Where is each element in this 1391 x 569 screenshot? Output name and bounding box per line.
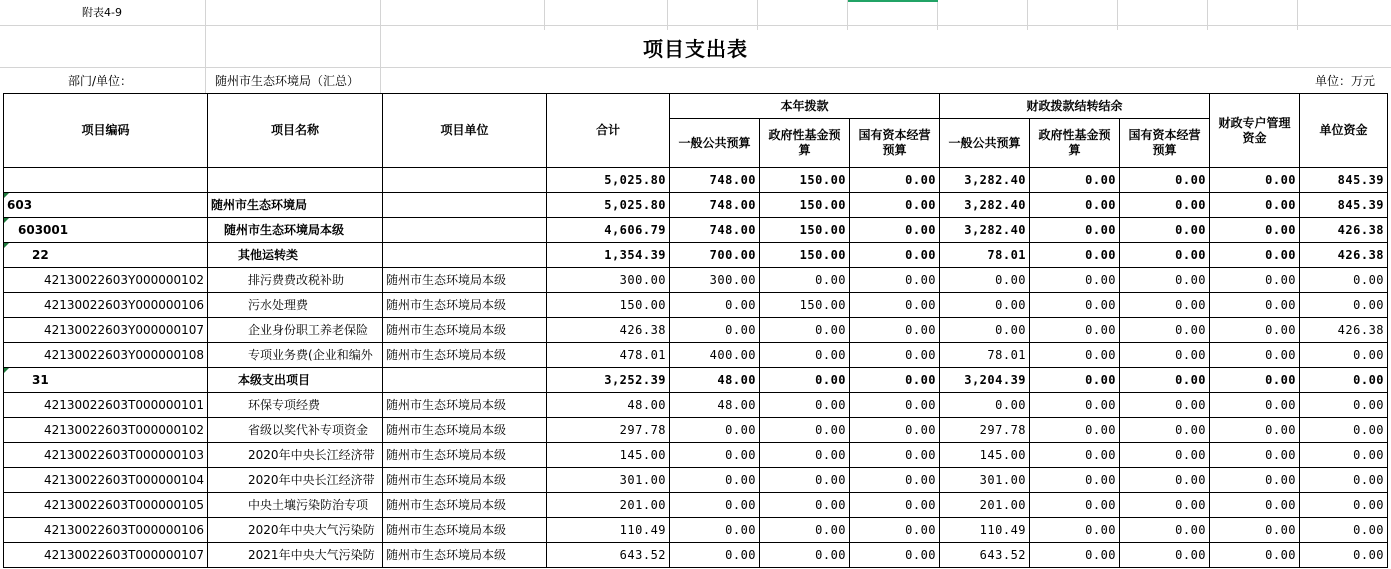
- cell-value[interactable]: 0.00: [1210, 268, 1300, 293]
- expenditure-table: [3, 93, 1388, 568]
- cell-value[interactable]: 150.00: [760, 243, 850, 268]
- cell-value[interactable]: 0.00: [1120, 193, 1210, 218]
- cell-value[interactable]: 0.00: [1210, 368, 1300, 393]
- cell-value[interactable]: 5,025.80: [547, 168, 670, 193]
- cell-value[interactable]: 145.00: [940, 443, 1030, 468]
- cell-value[interactable]: 150.00: [760, 193, 850, 218]
- cell-unit[interactable]: 随州市生态环境局本级: [383, 393, 547, 418]
- cell-value[interactable]: 297.78: [547, 418, 670, 443]
- cell-value[interactable]: 301.00: [940, 468, 1030, 493]
- cell-value[interactable]: 845.39: [1300, 168, 1388, 193]
- cell-value[interactable]: 0.00: [760, 418, 850, 443]
- cell-value[interactable]: 0.00: [850, 243, 940, 268]
- cell-code[interactable]: [4, 168, 208, 193]
- cell-unit[interactable]: 随州市生态环境局本级: [383, 493, 547, 518]
- cell-value[interactable]: 0.00: [1030, 343, 1120, 368]
- cell-value[interactable]: 0.00: [1030, 268, 1120, 293]
- cell-value[interactable]: 1,354.39: [547, 243, 670, 268]
- cell-value[interactable]: 0.00: [1030, 218, 1120, 243]
- header-carryover[interactable]: 财政拨款结转结余: [940, 94, 1210, 119]
- cell-value[interactable]: 0.00: [1210, 293, 1300, 318]
- cell-name[interactable]: 随州市生态环境局本级: [208, 218, 383, 243]
- cell-value[interactable]: 0.00: [850, 443, 940, 468]
- table-row: [4, 543, 1388, 568]
- cell-value[interactable]: 0.00: [670, 468, 760, 493]
- cell-name[interactable]: 企业身份职工养老保险: [208, 318, 383, 343]
- table-row: [4, 268, 1388, 293]
- cell-value[interactable]: 297.78: [940, 418, 1030, 443]
- cell-code[interactable]: 42130022603Y000000102: [4, 268, 208, 293]
- cell-value[interactable]: 48.00: [670, 393, 760, 418]
- cell-value[interactable]: 700.00: [670, 243, 760, 268]
- table-row: [4, 393, 1388, 418]
- cell-value[interactable]: 0.00: [1120, 268, 1210, 293]
- cell-value[interactable]: 0.00: [1030, 293, 1120, 318]
- cell-value[interactable]: 0.00: [1120, 243, 1210, 268]
- cell-value[interactable]: 0.00: [670, 293, 760, 318]
- cell-value[interactable]: 0.00: [1120, 293, 1210, 318]
- gridline: [0, 25, 1391, 26]
- cell-value[interactable]: 0.00: [850, 168, 940, 193]
- cell-value[interactable]: 748.00: [670, 168, 760, 193]
- cell-value[interactable]: 0.00: [760, 443, 850, 468]
- cell-name[interactable]: 其他运转类: [208, 243, 383, 268]
- cell-value[interactable]: 0.00: [1120, 518, 1210, 543]
- cell-value[interactable]: 3,282.40: [940, 193, 1030, 218]
- table-row: [4, 318, 1388, 343]
- cell-value[interactable]: 150.00: [760, 168, 850, 193]
- cell-value[interactable]: 748.00: [670, 193, 760, 218]
- cell-value[interactable]: 0.00: [1030, 168, 1120, 193]
- cell-value[interactable]: 300.00: [670, 268, 760, 293]
- cell-value[interactable]: 0.00: [850, 468, 940, 493]
- table-row: [4, 443, 1388, 468]
- cell-value[interactable]: 3,252.39: [547, 368, 670, 393]
- header-g1-general[interactable]: 一般公共预算: [670, 119, 760, 168]
- cell-value[interactable]: 400.00: [670, 343, 760, 368]
- cell-value[interactable]: 0.00: [1030, 318, 1120, 343]
- header-name[interactable]: 项目名称: [208, 94, 383, 168]
- cell-value[interactable]: 0.00: [1120, 393, 1210, 418]
- cell-unit[interactable]: 随州市生态环境局本级: [383, 343, 547, 368]
- cell-value[interactable]: 0.00: [1210, 243, 1300, 268]
- cell-value[interactable]: 3,282.40: [940, 168, 1030, 193]
- cell-value[interactable]: 0.00: [760, 318, 850, 343]
- header-own-funds[interactable]: 单位资金: [1300, 94, 1388, 168]
- cell-value[interactable]: 0.00: [1210, 343, 1300, 368]
- cell-unit[interactable]: [383, 218, 547, 243]
- cell-code[interactable]: 42130022603T000000105: [4, 493, 208, 518]
- cell-value[interactable]: 0.00: [1210, 468, 1300, 493]
- cell-unit[interactable]: 随州市生态环境局本级: [383, 468, 547, 493]
- cell-value[interactable]: 0.00: [1300, 268, 1388, 293]
- cell-unit[interactable]: 随州市生态环境局本级: [383, 293, 547, 318]
- cell-value[interactable]: 0.00: [1030, 418, 1120, 443]
- cell-value[interactable]: 0.00: [940, 268, 1030, 293]
- cell-value[interactable]: 0.00: [1300, 368, 1388, 393]
- cell-code[interactable]: 603001: [4, 218, 208, 243]
- cell-value[interactable]: 0.00: [1120, 368, 1210, 393]
- cell-value[interactable]: 0.00: [1210, 543, 1300, 568]
- gridline: [0, 67, 1391, 68]
- cell-value[interactable]: 643.52: [547, 543, 670, 568]
- cell-value[interactable]: 0.00: [1120, 168, 1210, 193]
- cell-value[interactable]: 0.00: [760, 393, 850, 418]
- table-row: [4, 293, 1388, 318]
- cell-value[interactable]: 4,606.79: [547, 218, 670, 243]
- cell-value[interactable]: 0.00: [670, 418, 760, 443]
- cell-name[interactable]: 中央土壤污染防治专项: [208, 493, 383, 518]
- cell-unit[interactable]: 随州市生态环境局本级: [383, 318, 547, 343]
- cell-unit[interactable]: [383, 168, 547, 193]
- cell-value[interactable]: 0.00: [1120, 318, 1210, 343]
- cell-value[interactable]: 5,025.80: [547, 193, 670, 218]
- cell-value[interactable]: 0.00: [1300, 418, 1388, 443]
- cell-value[interactable]: 0.00: [1030, 443, 1120, 468]
- cell-unit[interactable]: [383, 243, 547, 268]
- cell-value[interactable]: 0.00: [1120, 468, 1210, 493]
- cell-value[interactable]: 201.00: [940, 493, 1030, 518]
- cell-unit[interactable]: 随州市生态环境局本级: [383, 268, 547, 293]
- cell-value[interactable]: 0.00: [1300, 443, 1388, 468]
- cell-value[interactable]: 0.00: [850, 293, 940, 318]
- cell-value[interactable]: 0.00: [1120, 343, 1210, 368]
- table-row: [4, 418, 1388, 443]
- cell-value[interactable]: 0.00: [1120, 543, 1210, 568]
- cell-code[interactable]: 603: [4, 193, 208, 218]
- cell-value[interactable]: 0.00: [850, 343, 940, 368]
- cell-value[interactable]: 0.00: [850, 543, 940, 568]
- cell-value[interactable]: 478.01: [547, 343, 670, 368]
- cell-code[interactable]: 42130022603Y000000108: [4, 343, 208, 368]
- cell-value[interactable]: 0.00: [850, 318, 940, 343]
- cell-value[interactable]: 0.00: [1120, 443, 1210, 468]
- header-code[interactable]: 项目编码: [4, 94, 208, 168]
- cell-value[interactable]: 0.00: [1120, 218, 1210, 243]
- cell-value[interactable]: 426.38: [547, 318, 670, 343]
- cell-value[interactable]: 0.00: [850, 393, 940, 418]
- cell-value[interactable]: 0.00: [1300, 493, 1388, 518]
- cell-value[interactable]: 0.00: [1210, 393, 1300, 418]
- cell-name[interactable]: 本级支出项目: [208, 368, 383, 393]
- cell-name[interactable]: 2020年中央大气污染防: [208, 518, 383, 543]
- department-label: 部门/单位：: [68, 74, 133, 88]
- header-current-year[interactable]: 本年拨款: [670, 94, 940, 119]
- cell-value[interactable]: 0.00: [1300, 393, 1388, 418]
- cell-code[interactable]: 42130022603T000000102: [4, 418, 208, 443]
- cell-value[interactable]: 48.00: [547, 393, 670, 418]
- cell-name[interactable]: 环保专项经费: [208, 393, 383, 418]
- cell-value[interactable]: 145.00: [547, 443, 670, 468]
- cell-value[interactable]: 426.38: [1300, 218, 1388, 243]
- cell-value[interactable]: 300.00: [547, 268, 670, 293]
- cell-value[interactable]: 0.00: [850, 418, 940, 443]
- header-g2-state-capital[interactable]: 国有资本经营预算: [1120, 119, 1210, 168]
- table-row: [4, 218, 1388, 243]
- cell-code[interactable]: 42130022603Y000000107: [4, 318, 208, 343]
- cell-value[interactable]: 0.00: [760, 368, 850, 393]
- cell-unit[interactable]: 随州市生态环境局本级: [383, 518, 547, 543]
- header-g2-general[interactable]: 一般公共预算: [940, 119, 1030, 168]
- cell-value[interactable]: 0.00: [850, 493, 940, 518]
- cell-value[interactable]: 150.00: [760, 218, 850, 243]
- cell-value[interactable]: 0.00: [940, 393, 1030, 418]
- table-row: [4, 243, 1388, 268]
- cell-value[interactable]: 0.00: [1030, 243, 1120, 268]
- cell-value[interactable]: 0.00: [1300, 468, 1388, 493]
- cell-value[interactable]: 0.00: [1030, 368, 1120, 393]
- cell-value[interactable]: 0.00: [850, 268, 940, 293]
- cell-code[interactable]: 42130022603T000000101: [4, 393, 208, 418]
- cell-value[interactable]: 0.00: [760, 518, 850, 543]
- cell-code[interactable]: 42130022603Y000000106: [4, 293, 208, 318]
- cell-unit[interactable]: 随州市生态环境局本级: [383, 443, 547, 468]
- cell-value[interactable]: 48.00: [670, 368, 760, 393]
- header-special-account[interactable]: 财政专户管理资金: [1210, 94, 1300, 168]
- cell-value[interactable]: 0.00: [1300, 343, 1388, 368]
- cell-value[interactable]: 0.00: [1300, 293, 1388, 318]
- cell-value[interactable]: 150.00: [547, 293, 670, 318]
- cell-value[interactable]: 0.00: [760, 343, 850, 368]
- cell-value[interactable]: 0.00: [940, 293, 1030, 318]
- cell-name[interactable]: 排污费费改税补助: [208, 268, 383, 293]
- cell-name[interactable]: 随州市生态环境局: [208, 193, 383, 218]
- cell-code[interactable]: 31: [4, 368, 208, 393]
- cell-value[interactable]: 201.00: [547, 493, 670, 518]
- cell-value[interactable]: 0.00: [670, 443, 760, 468]
- cell-unit[interactable]: [383, 368, 547, 393]
- cell-value[interactable]: 426.38: [1300, 243, 1388, 268]
- cell-value[interactable]: 0.00: [1300, 543, 1388, 568]
- header-total[interactable]: 合计: [547, 94, 670, 168]
- cell-name[interactable]: 污水处理费: [208, 293, 383, 318]
- cell-unit[interactable]: [383, 193, 547, 218]
- cell-value[interactable]: 0.00: [670, 543, 760, 568]
- selected-cell-indicator: [848, 0, 938, 2]
- cell-value[interactable]: 0.00: [670, 493, 760, 518]
- cell-value[interactable]: 0.00: [850, 368, 940, 393]
- table-row: [4, 168, 1388, 193]
- cell-value[interactable]: 0.00: [1210, 443, 1300, 468]
- cell-value[interactable]: 0.00: [1210, 168, 1300, 193]
- department-value[interactable]: 随州市生态环境局（汇总）: [215, 74, 360, 88]
- header-g1-state-capital[interactable]: 国有资本经营预算: [850, 119, 940, 168]
- cell-unit[interactable]: 随州市生态环境局本级: [383, 543, 547, 568]
- cell-code[interactable]: 42130022603T000000106: [4, 518, 208, 543]
- cell-name[interactable]: 2020年中央长江经济带: [208, 468, 383, 493]
- cell-value[interactable]: 0.00: [1210, 418, 1300, 443]
- cell-name[interactable]: 专项业务费(企业和编外: [208, 343, 383, 368]
- cell-value[interactable]: 78.01: [940, 343, 1030, 368]
- cell-value[interactable]: 0.00: [760, 468, 850, 493]
- header-unit[interactable]: 项目单位: [383, 94, 547, 168]
- table-row: [4, 493, 1388, 518]
- cell-value[interactable]: 643.52: [940, 543, 1030, 568]
- cell-value[interactable]: 0.00: [1210, 518, 1300, 543]
- cell-value[interactable]: 0.00: [760, 543, 850, 568]
- cell-value[interactable]: 0.00: [1030, 493, 1120, 518]
- table-row: [4, 468, 1388, 493]
- cell-value[interactable]: 0.00: [760, 268, 850, 293]
- cell-code[interactable]: 22: [4, 243, 208, 268]
- cell-value[interactable]: 845.39: [1300, 193, 1388, 218]
- cell-value[interactable]: 0.00: [1210, 318, 1300, 343]
- cell-value[interactable]: 0.00: [940, 318, 1030, 343]
- cell-value[interactable]: 150.00: [760, 293, 850, 318]
- unit-label: 单位：万元: [1314, 74, 1375, 88]
- cell-value[interactable]: 0.00: [1030, 193, 1120, 218]
- cell-value[interactable]: 0.00: [760, 493, 850, 518]
- cell-value[interactable]: 0.00: [1030, 393, 1120, 418]
- cell-value[interactable]: 0.00: [1210, 193, 1300, 218]
- cell-name[interactable]: 2020年中央长江经济带: [208, 443, 383, 468]
- cell-value[interactable]: 0.00: [1210, 493, 1300, 518]
- cell-value[interactable]: 0.00: [1120, 493, 1210, 518]
- table-row: [4, 193, 1388, 218]
- cell-name[interactable]: [208, 168, 383, 193]
- cell-value[interactable]: 0.00: [850, 518, 940, 543]
- cell-name[interactable]: 2021年中央大气污染防: [208, 543, 383, 568]
- appendix-note: 附表4-9: [82, 6, 122, 19]
- cell-value[interactable]: 0.00: [1120, 418, 1210, 443]
- cell-value[interactable]: 110.49: [940, 518, 1030, 543]
- cell-code[interactable]: 42130022603T000000107: [4, 543, 208, 568]
- cell-name[interactable]: 省级以奖代补专项资金: [208, 418, 383, 443]
- header-g1-fund[interactable]: 政府性基金预算: [760, 119, 850, 168]
- cell-value[interactable]: 0.00: [670, 318, 760, 343]
- table-row: [4, 518, 1388, 543]
- cell-code[interactable]: 42130022603T000000103: [4, 443, 208, 468]
- cell-value[interactable]: 426.38: [1300, 318, 1388, 343]
- cell-value[interactable]: 3,204.39: [940, 368, 1030, 393]
- cell-value[interactable]: 0.00: [1030, 468, 1120, 493]
- header-g2-fund[interactable]: 政府性基金预算: [1030, 119, 1120, 168]
- cell-value[interactable]: 3,282.40: [940, 218, 1030, 243]
- cell-value[interactable]: 301.00: [547, 468, 670, 493]
- cell-value[interactable]: 110.49: [547, 518, 670, 543]
- cell-value[interactable]: 0.00: [1030, 518, 1120, 543]
- table-row: [4, 343, 1388, 368]
- cell-value[interactable]: 0.00: [1030, 543, 1120, 568]
- cell-value[interactable]: 0.00: [1300, 518, 1388, 543]
- cell-value[interactable]: 0.00: [670, 518, 760, 543]
- table-row: [4, 368, 1388, 393]
- cell-value[interactable]: 0.00: [850, 193, 940, 218]
- cell-value[interactable]: 748.00: [670, 218, 760, 243]
- cell-value[interactable]: 78.01: [940, 243, 1030, 268]
- cell-code[interactable]: 42130022603T000000104: [4, 468, 208, 493]
- page-title: 项目支出表: [643, 37, 748, 61]
- cell-value[interactable]: 0.00: [1210, 218, 1300, 243]
- cell-value[interactable]: 0.00: [850, 218, 940, 243]
- cell-unit[interactable]: 随州市生态环境局本级: [383, 418, 547, 443]
